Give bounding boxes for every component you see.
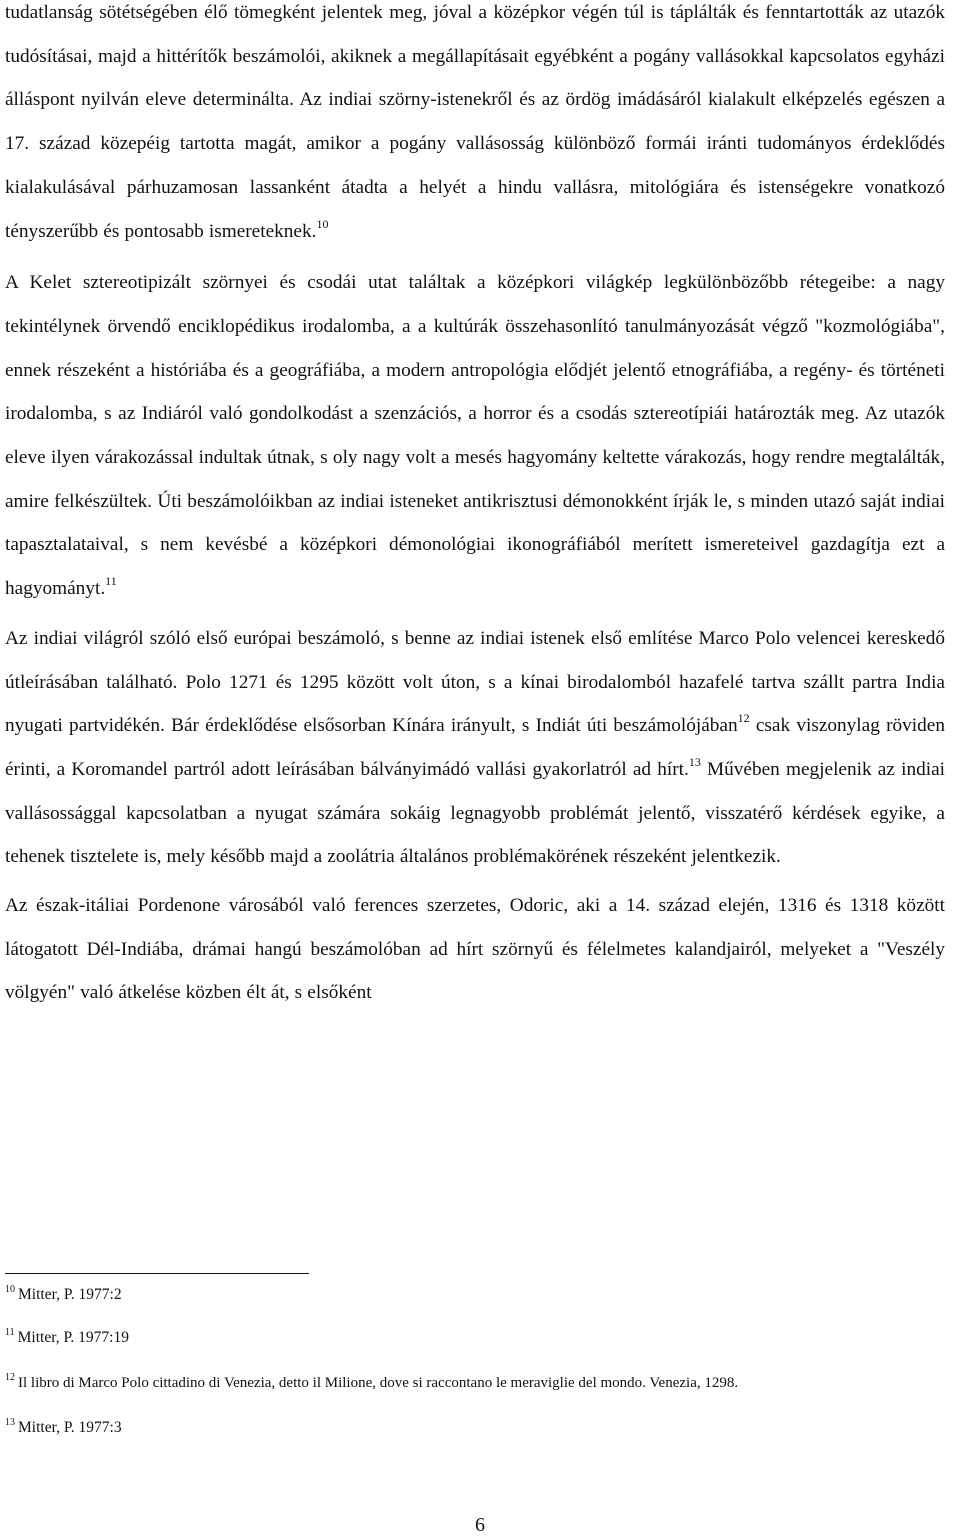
paragraph-text: Az észak-itáliai Pordenone városából való ferences szerzetes, Odoric, aki a 14. század elején, 1316 és 1318 között látogatott Dél-Indiába, drámai hangú beszámolóban ad hírt szörnyű és félelmetes kalandjairól, melyeket a "Veszély völgyén" való átkelése közben élt át, s elsőként <box>5 895 945 1004</box>
paragraph-text: tudatlanság sötétségében élő tömegként jelentek meg, jóval a középkor végén túl is táplálták és fenntartották az utazók tudósításai, majd a hittérítők beszámolói, akiknek a megállapításait egyébként a pogány vallásokkal kapcsolatos egyházi álláspont nyilván eleve determinálta. Az indiai szörny-istenekről és az ördög imádásáról kialakult elképzelés egészen a 17. század közepéig tartotta magát, amikor a pogány vallásosság különböző formái iránti tudományos érdeklődés kialakulásával párhuzamosan lassanként átadta a helyét a hindu vallásra, mitológiára és istenségekre vonatkozó tényszerűbb és pontosabb ismereteknek. <box>5 2 945 242</box>
footnote-text: Mitter, P. 1977:3 <box>18 1419 122 1436</box>
footnote-number: 12 <box>5 1372 15 1383</box>
footnote-ref-12[interactable]: 12 <box>737 711 750 726</box>
footnote-number: 11 <box>5 1327 15 1338</box>
footnote-10 <box>5 1285 940 1305</box>
footnotes <box>5 1285 940 1461</box>
footnote-separator <box>5 1273 309 1274</box>
footnote-number: 10 <box>5 1284 15 1295</box>
paragraph-2 <box>5 261 945 611</box>
paragraph-3 <box>5 617 945 879</box>
footnote-ref-10[interactable]: 10 <box>316 216 329 231</box>
footnote-13 <box>5 1418 940 1438</box>
paragraph-4 <box>5 884 945 1015</box>
paragraph-text: Az indiai világról szóló első európai beszámoló, s benne az indiai istenek első említése Marco Polo velencei kereskedő útleírásában található. Polo 1271 és 1295 között volt úton, s a kínai birodalomból hazafelé tartva szállt partra India nyugati partvidékén. Bár érdeklődése elsősorban Kínára irányult, s Indiát úti beszámolójában <box>5 627 945 737</box>
footnote-ref-13[interactable]: 13 <box>688 754 701 769</box>
paragraph-text: csak viszonylag röviden érinti, a Koromandel partról adott leírásában bálványimádó vallási gyakorlatról ad hírt. <box>5 715 945 780</box>
footnote-11 <box>5 1328 940 1348</box>
paragraph-text: Művében megjelenik az indiai vallásossággal kapcsolatban a nyugat számára sokáig legnagyobb problémát jelentő, visszatérő kérdések egyike, a tehenek tisztelete is, mely később majd a zoolátria általános problémakörének részeként jelentkezik. <box>5 758 945 868</box>
footnote-text: Mitter, P. 1977:2 <box>18 1286 122 1303</box>
page-number: 6 <box>475 1514 485 1536</box>
footnote-text: Il libro di Marco Polo cittadino di Venezia, detto il Milione, dove si raccontano le meraviglie del mondo. Venezia, 1298. <box>18 1375 739 1391</box>
footnote-12 <box>5 1371 940 1395</box>
footnote-number: 13 <box>5 1417 15 1428</box>
footnote-text: Mitter, P. 1977:19 <box>17 1329 129 1346</box>
paragraph-1 <box>5 0 945 253</box>
footnote-ref-11[interactable]: 11 <box>105 574 117 589</box>
body-text <box>5 0 945 1015</box>
paragraph-text: A Kelet sztereotipizált szörnyei és csodái utat találtak a középkori világkép legkülönbözőbb rétegeibe: a nagy tekintélynek örvendő enciklopédikus irodalomba, a a kultúrák összehasonlító tanulmányozását végző "kozmológiába", ennek részeként a históriába és a geográfiába, a modern antropológia elődjét jelentő etnográfiába, a regény- és történeti irodalomba, s az Indiáról való gondolkodást a szenzációs, a horror és a csodás sztereotípiái határozták meg. Az utazók eleve ilyen várakozással indultak útnak, s oly nagy volt a mesés hagyomány keltette várakozás, hogy rendre megtalálták, amire felkészültek. Úti beszámolóikban az indiai isteneket antikrisztusi démonokként írják le, s minden utazó saját indiai tapasztalataival, s nem kevésbé a középkori démonológiai ikonográfiából merített ismereteivel gazdagítja ezt a hagyományt. <box>5 272 945 600</box>
